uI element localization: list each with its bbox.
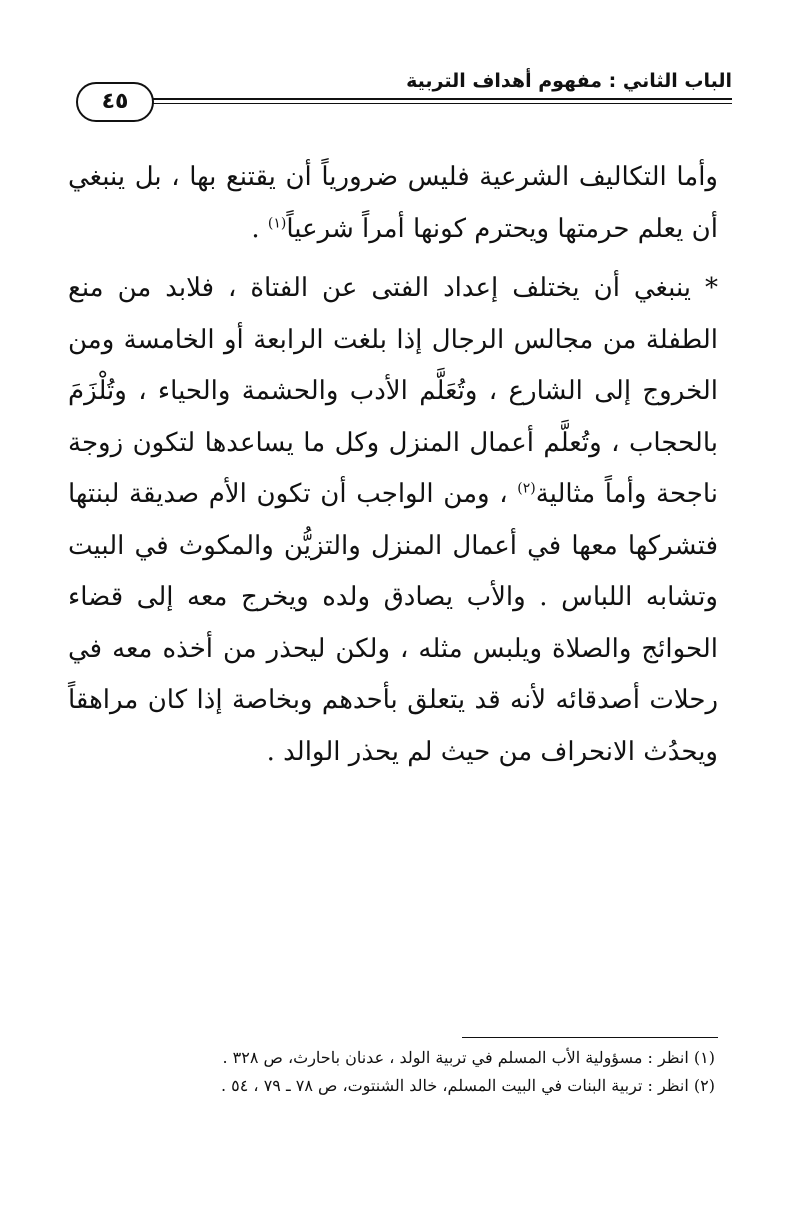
paragraph-end: . (251, 213, 268, 244)
paragraph-text: * ينبغي أن يختلف إعداد الفتى عن الفتاة ، فلابد من منع الطفلة من مجالس الرجال إذا بلغت الرابعة أو الخامسة ومن الخروج إلى الشارع ، وتُعَلَّم الأدب والحشمة والحياء ، وتُلْزَمَ بالحجاب ، وتُعلَّم أعمال المنزل وكل ما يساعدها لتكون زوجة ناجحة وأماً مثالية (68, 273, 718, 509)
running-header (72, 68, 732, 128)
footnote: (١) انظر : مسؤولية الأب المسلم في تربية الولد ، عدنان باحارث، ص ٣٢٨ . (222, 1048, 715, 1067)
body-text (68, 152, 718, 778)
paragraph (68, 152, 718, 255)
chapter-title: الباب الثاني : مفهوم أهداف التربية (406, 70, 732, 92)
footnote-reference: (٢) (517, 480, 536, 497)
header-rule-thin (132, 103, 732, 104)
footnote-reference: (١) (267, 214, 287, 231)
footnotes (100, 1044, 715, 1100)
header-rule (132, 98, 732, 100)
paragraph (68, 263, 718, 778)
footnote: (٢) انظر : تربية البنات في البيت المسلم، خالد الشنتوت، ص ٧٨ ـ ٧٩ ، ٥٤ . (220, 1076, 715, 1095)
paragraph-text: ، ومن الواجب أن تكون الأم صديقة لبنتها فتشركها معها في أعمال المنزل والتزيُّن والمكوث في البيت وتشابه اللباس . والأب يصادق ولده ويخرج معه إلى قضاء الحوائج والصلاة ويلبس مثله ، ولكن ليحذر من أخذه معه في رحلات أصدقائه لأنه قد يتعلق بأحدهم وبخاصة إذا كان مراهقاً ويحدُث الانحراف من حيث لم يحذر الوالد . (68, 479, 718, 767)
page-number: ٤٥ (76, 82, 154, 122)
paragraph-text: وأما التكاليف الشرعية فليس ضرورياً أن يقتنع بها ، بل ينبغي أن يعلم حرمتها ويحترم كونها أمراً شرعياً (68, 162, 718, 244)
footnote-separator (462, 1037, 718, 1038)
